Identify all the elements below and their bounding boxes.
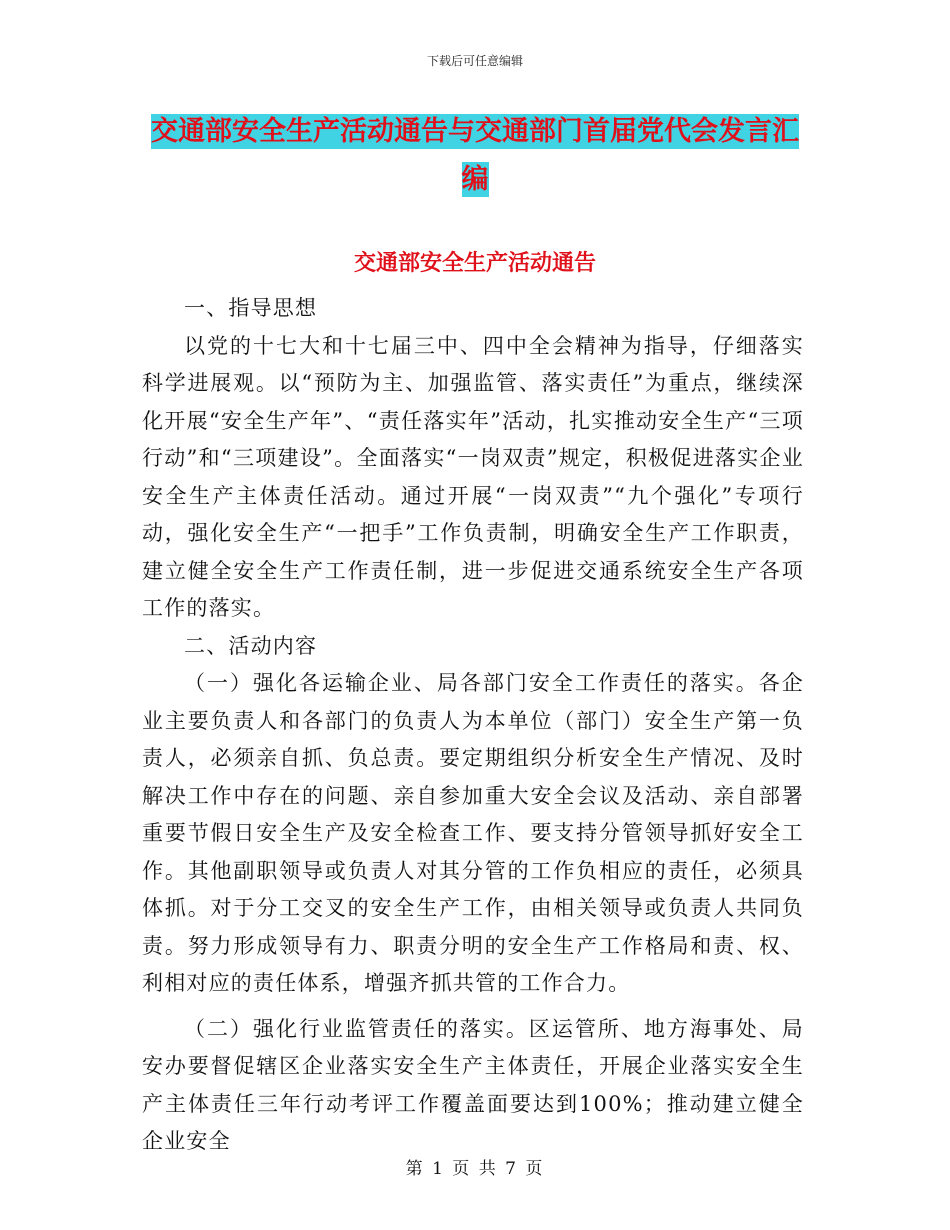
document-body (142, 290, 804, 1161)
heading-activity-content: 二、活动内容 (184, 633, 318, 658)
paragraph-guiding-ideology: 以党的十七大和十七届三中、四中全会精神为指导，仔细落实科学进展观。以“预防为主、加强监管、落实责任”为重点，继续深化开展“安全生产年”、“责任落实年”活动，扎实推动安全生产“三项行动”和“三项建设”。全面落实“一岗双责”规定，积极促进落实企业安全生产主体责任活动。通过开展“一岗双责”“九个强化”专项行动，强化安全生产“一把手”工作负责制，明确安全生产工作职责，建立健全安全生产工作责任制，进一步促进交通系统安全生产各项工作的落实。 (142, 333, 804, 620)
paragraph-item-two: （二）强化行业监管责任的落实。区运管所、地方海事处、局安办要督促辖区企业落实安全生产主体责任，开展企业落实安全生产主体责任三年行动考评工作覆盖面要达到100%；推动建立健全企业安全 (142, 1016, 804, 1153)
section-title: 交通部安全生产活动通告 (353, 250, 596, 276)
document-title-text: 交通部安全生产活动通告与交通部门首届党代会发言汇编 (151, 116, 799, 195)
document-title (140, 108, 810, 204)
heading-guiding-ideology: 一、指导思想 (184, 296, 318, 320)
header-note: 下载后可任意编辑 (426, 54, 523, 68)
page-number-footer: 第 1 页 共 7 页 (405, 1159, 545, 1179)
paragraph-item-one: （一）强化各运输企业、局各部门安全工作责任的落实。各企业主要负责人和各部门的负责人为本单位（部门）安全生产第一负责人，必须亲自抓、负总责。要定期组织分析安全生产情况、及时解决工作中存在的问题、亲自参加重大安全会议及活动、亲自部署重要节假日安全生产及安全检查工作、要支持分管领导抓好安全工作。其他副职领导或负责人对其分管的工作负相应的责任，必须具体抓。对于分工交叉的安全生产工作，由相关领导或负责人共同负责。努力形成领导有力、职责分明的安全生产工作格局和责、权、利相对应的责任体系，增强齐抓共管的工作合力。 (142, 671, 804, 995)
